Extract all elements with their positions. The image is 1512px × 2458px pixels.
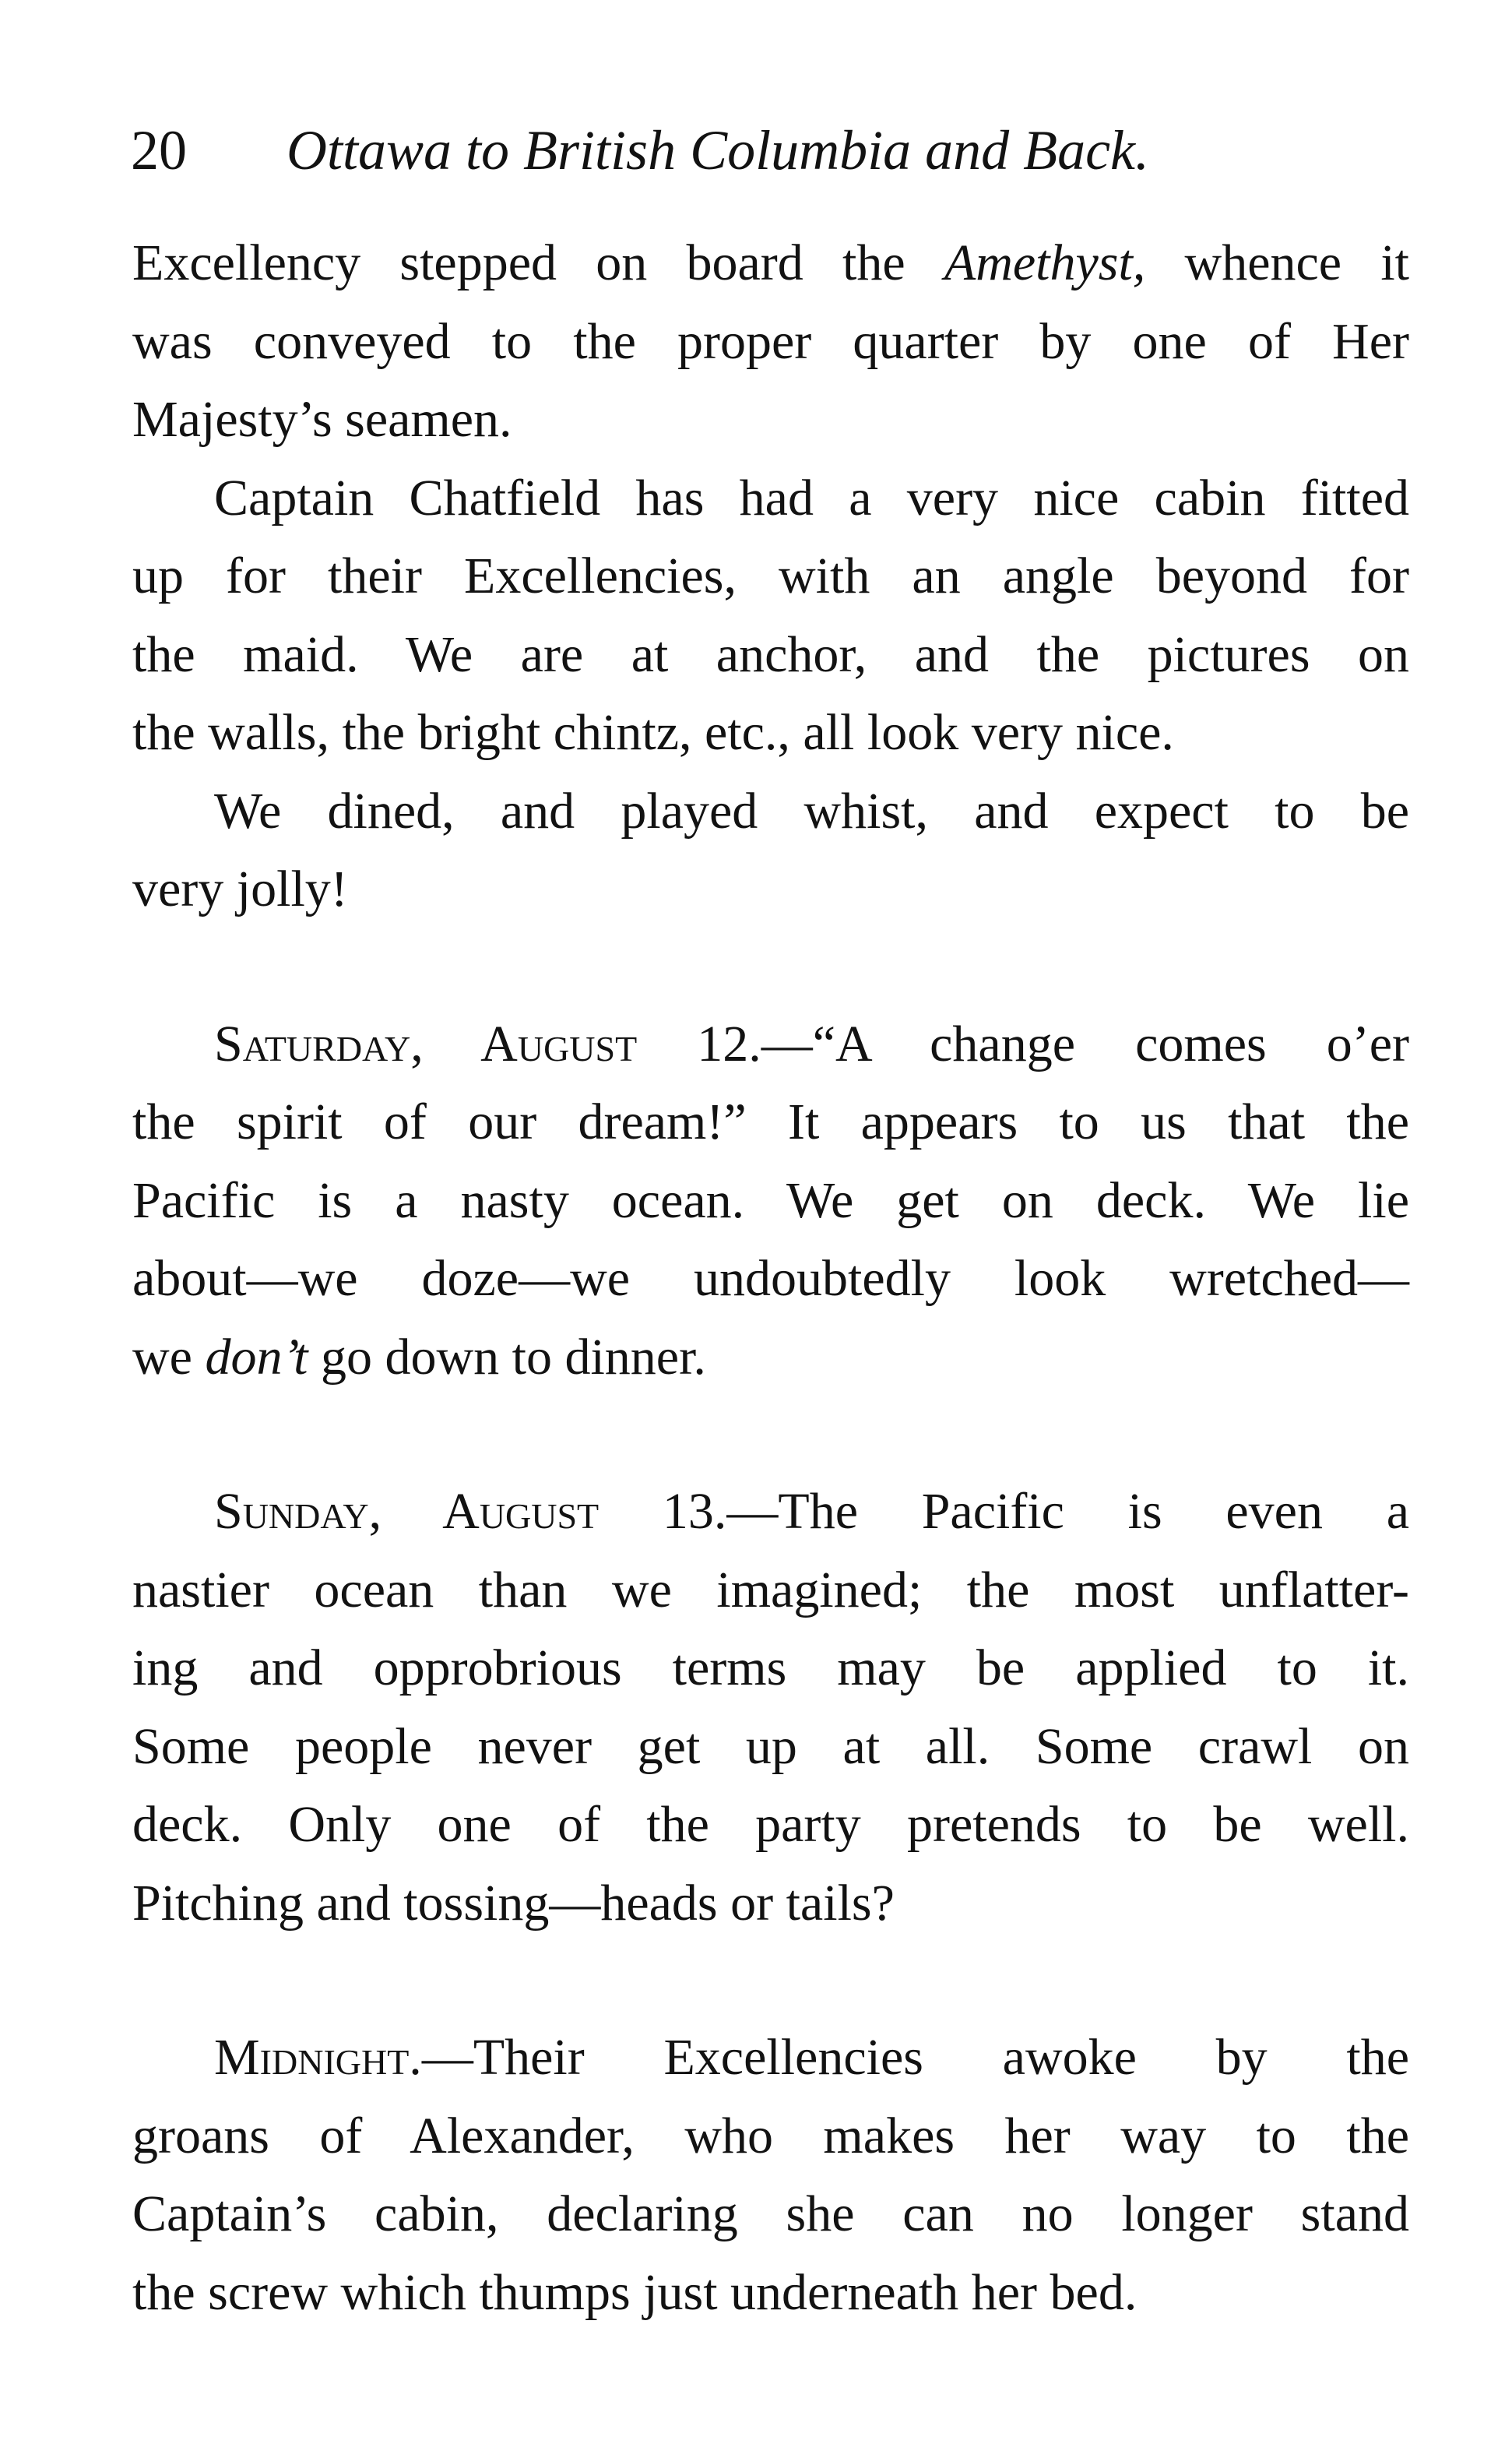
text-line xyxy=(132,1629,1409,1708)
italic-run: don’t xyxy=(205,1328,308,1386)
text-run: nastier ocean than we imagined; the most unflatter- xyxy=(132,1561,1409,1618)
text-run: deck. Only one of the party pretends to be well. xyxy=(132,1796,1409,1853)
text-line xyxy=(132,1083,1409,1162)
text-run: —“A change comes o’er xyxy=(761,1015,1409,1072)
text-run: Excellency stepped on board the xyxy=(132,234,944,291)
date-heading: Saturday, August 12. xyxy=(214,1015,761,1072)
paragraph-saturday xyxy=(132,1005,1409,1397)
running-head xyxy=(131,115,1408,185)
text-line xyxy=(132,616,1409,695)
text-line xyxy=(132,1240,1409,1319)
paragraph-whist xyxy=(132,773,1409,929)
date-heading: Midnight. xyxy=(214,2029,422,2086)
date-heading: Sunday, August 13. xyxy=(214,1483,727,1540)
text-run: We dined, and played whist, and expect to be xyxy=(214,782,1409,840)
text-run: we xyxy=(132,1328,206,1386)
text-line xyxy=(132,1865,1409,1943)
text-line xyxy=(132,1162,1409,1241)
text-line xyxy=(132,303,1409,382)
text-line xyxy=(132,1551,1409,1630)
text-run: whence it xyxy=(1145,234,1410,291)
text-run: the walls, the bright chintz, etc., all look very nice. xyxy=(132,704,1174,761)
text-line xyxy=(132,2019,1409,2097)
text-line xyxy=(132,773,1409,851)
text-line xyxy=(132,1319,1409,1397)
text-line xyxy=(132,850,1409,929)
text-line xyxy=(132,694,1409,773)
text-line xyxy=(132,537,1409,616)
text-run: Pitching and tossing—heads or tails? xyxy=(132,1874,895,1932)
paragraph-cabin xyxy=(132,460,1409,773)
text-run: up for their Excellencies, with an angle beyond for xyxy=(132,548,1409,604)
text-run: about—we doze—we undoubtedly look wretched— xyxy=(132,1250,1409,1307)
text-line xyxy=(132,1786,1409,1865)
text-run: was conveyed to the proper quarter by one of Her xyxy=(132,312,1409,370)
text-line xyxy=(132,1005,1409,1084)
paragraph-continuation xyxy=(132,224,1409,460)
paragraph-midnight xyxy=(132,2019,1409,2332)
body-text xyxy=(132,224,1409,2332)
text-run: —Their Excellencies awoke by the xyxy=(421,2029,1409,2086)
running-title: Ottawa to British Columbia and Back. xyxy=(287,119,1149,181)
text-run: Majesty’s seamen. xyxy=(132,391,512,448)
paragraph-sunday xyxy=(132,1473,1409,1942)
page-number: 20 xyxy=(131,119,187,181)
text-line xyxy=(132,381,1409,460)
text-line xyxy=(132,2175,1409,2254)
text-run: Captain’s cabin, declaring she can no longer stand xyxy=(132,2185,1409,2242)
text-run: —The Pacific is even a xyxy=(726,1483,1409,1540)
text-run: ing and opprobrious terms may be applied to it. xyxy=(132,1639,1409,1696)
text-run: groans of Alexander, who makes her way to the xyxy=(132,2107,1409,2164)
text-run: Captain Chatfield has had a very nice cabin fitted xyxy=(214,469,1409,526)
text-run: very jolly! xyxy=(132,861,348,917)
text-run: Some people never get up at all. Some crawl on xyxy=(132,1717,1409,1775)
text-line xyxy=(132,224,1409,303)
text-line xyxy=(132,1708,1409,1787)
text-line xyxy=(132,2254,1409,2333)
text-run: the screw which thumps just underneath her bed. xyxy=(132,2263,1138,2321)
text-run: the maid. We are at anchor, and the pictures on xyxy=(132,625,1409,683)
text-line xyxy=(132,1473,1409,1551)
italic-run: Amethyst, xyxy=(944,234,1146,291)
text-line xyxy=(132,460,1409,538)
text-run: Pacific is a nasty ocean. We get on deck. We lie xyxy=(132,1171,1409,1229)
text-run: go down to dinner. xyxy=(308,1328,706,1386)
text-line xyxy=(132,2097,1409,2176)
text-run: the spirit of our dream!” It appears to us that the xyxy=(132,1093,1409,1150)
